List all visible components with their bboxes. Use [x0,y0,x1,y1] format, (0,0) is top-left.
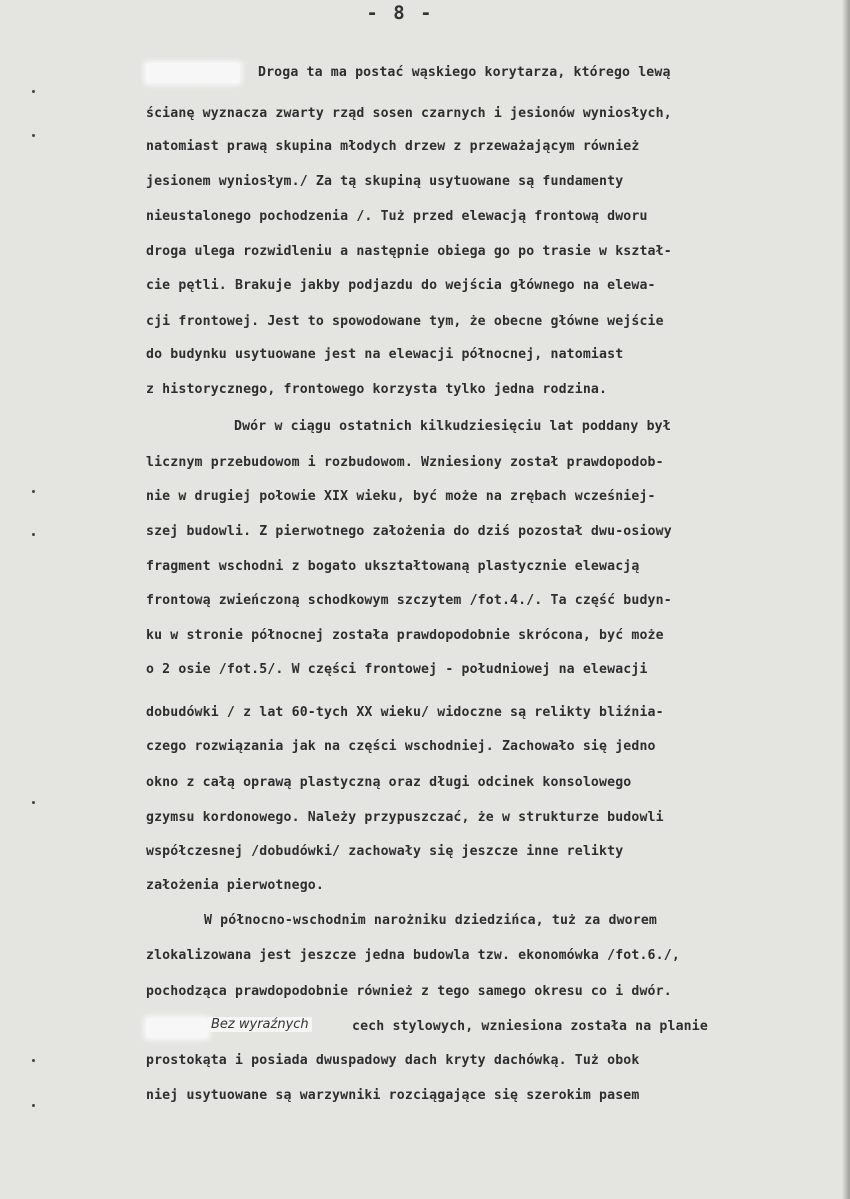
text-line: natomiast prawą skupina młodych drzew z przeważającym również [146,139,640,154]
text-line: ku w stronie północnej została prawdopodobnie skrócona, być może [146,628,664,643]
text-line: cji frontowej. Jest to spowodowane tym, że obecne główne wejście [146,314,664,329]
page-number: - 8 - [366,2,434,24]
margin-speck [32,1104,35,1107]
text-line: W północno-wschodnim narożniku dziedzińca, tuż za dworem [204,913,658,928]
text-line: cech stylowych, wzniesiona została na planie [352,1019,708,1034]
text-line: licznym przebudowom i rozbudowom. Wzniesiony został prawdopodob- [146,455,664,470]
handwritten-note: Bez wyraźnych [208,1017,312,1032]
margin-speck [32,90,35,93]
text-line: nieustalonego pochodzenia /. Tuż przed elewacją frontową dworu [146,209,648,224]
text-line: współczesnej /dobudówki/ zachowały się jeszcze inne relikty [146,844,624,859]
text-line: ścianę wyznacza zwarty rząd sosen czarnych i jesionów wyniosłych, [146,106,672,121]
text-line: okno z całą oprawą plastyczną oraz długi odcinek konsolowego [146,775,632,790]
margin-speck [32,533,35,536]
margin-speck [32,490,35,493]
text-line: czego rozwiązania jak na części wschodniej. Zachowało się jedno [146,739,656,754]
text-line: dobudówki / z lat 60-tych XX wieku/ widoczne są relikty bliźnia- [146,705,664,720]
text-line: z historycznego, frontowego korzysta tylko jedna rodzina. [146,382,608,397]
margin-speck [32,1059,35,1062]
text-line: Droga ta ma postać wąskiego korytarza, którego lewą [258,65,671,80]
text-line: nie w drugiej połowie XIX wieku, być może na zrębach wcześniej- [146,489,656,504]
redaction-mark [146,63,240,83]
text-line: do budynku usytuowane jest na elewacji północnej, natomiast [146,347,624,362]
text-line: jesionem wyniosłym./ Za tą skupiną usytuowane są fundamenty [146,174,624,189]
text-line: Dwór w ciągu ostatnich kilkudziesięciu lat poddany był [234,419,671,434]
redaction-mark [146,1018,208,1038]
text-line: niej usytuowane są warzywniki rozciągające się szerokim pasem [146,1088,640,1103]
text-line: cie pętli. Brakuje jakby podjazdu do wejścia głównego na elewa- [146,278,656,293]
margin-speck [32,134,35,137]
text-line: założenia pierwotnego. [146,878,324,893]
text-line: fragment wschodni z bogato ukształtowaną plastycznie elewacją [146,559,640,574]
text-line: pochodząca prawdopodobnie również z tego samego okresu co i dwór. [146,984,672,999]
text-line: szej budowli. Z pierwotnego założenia do dziś pozostał dwu-osiowy [146,524,672,539]
text-line: o 2 osie /fot.5/. W części frontowej - południowej na elewacji [146,662,648,677]
text-line: zlokalizowana jest jeszcze jedna budowla tzw. ekonomówka /fot.6./, [146,948,680,963]
margin-speck [32,801,35,804]
text-line: droga ulega rozwidleniu a następnie obiega go po trasie w kształ- [146,244,672,259]
text-line: frontową zwieńczoną schodkowym szczytem /fot.4./. Ta część budyn- [146,593,672,608]
text-line: gzymsu kordonowego. Należy przypuszczać, że w strukturze budowli [146,810,664,825]
text-line: prostokąta i posiada dwuspadowy dach kryty dachówką. Tuż obok [146,1053,640,1068]
